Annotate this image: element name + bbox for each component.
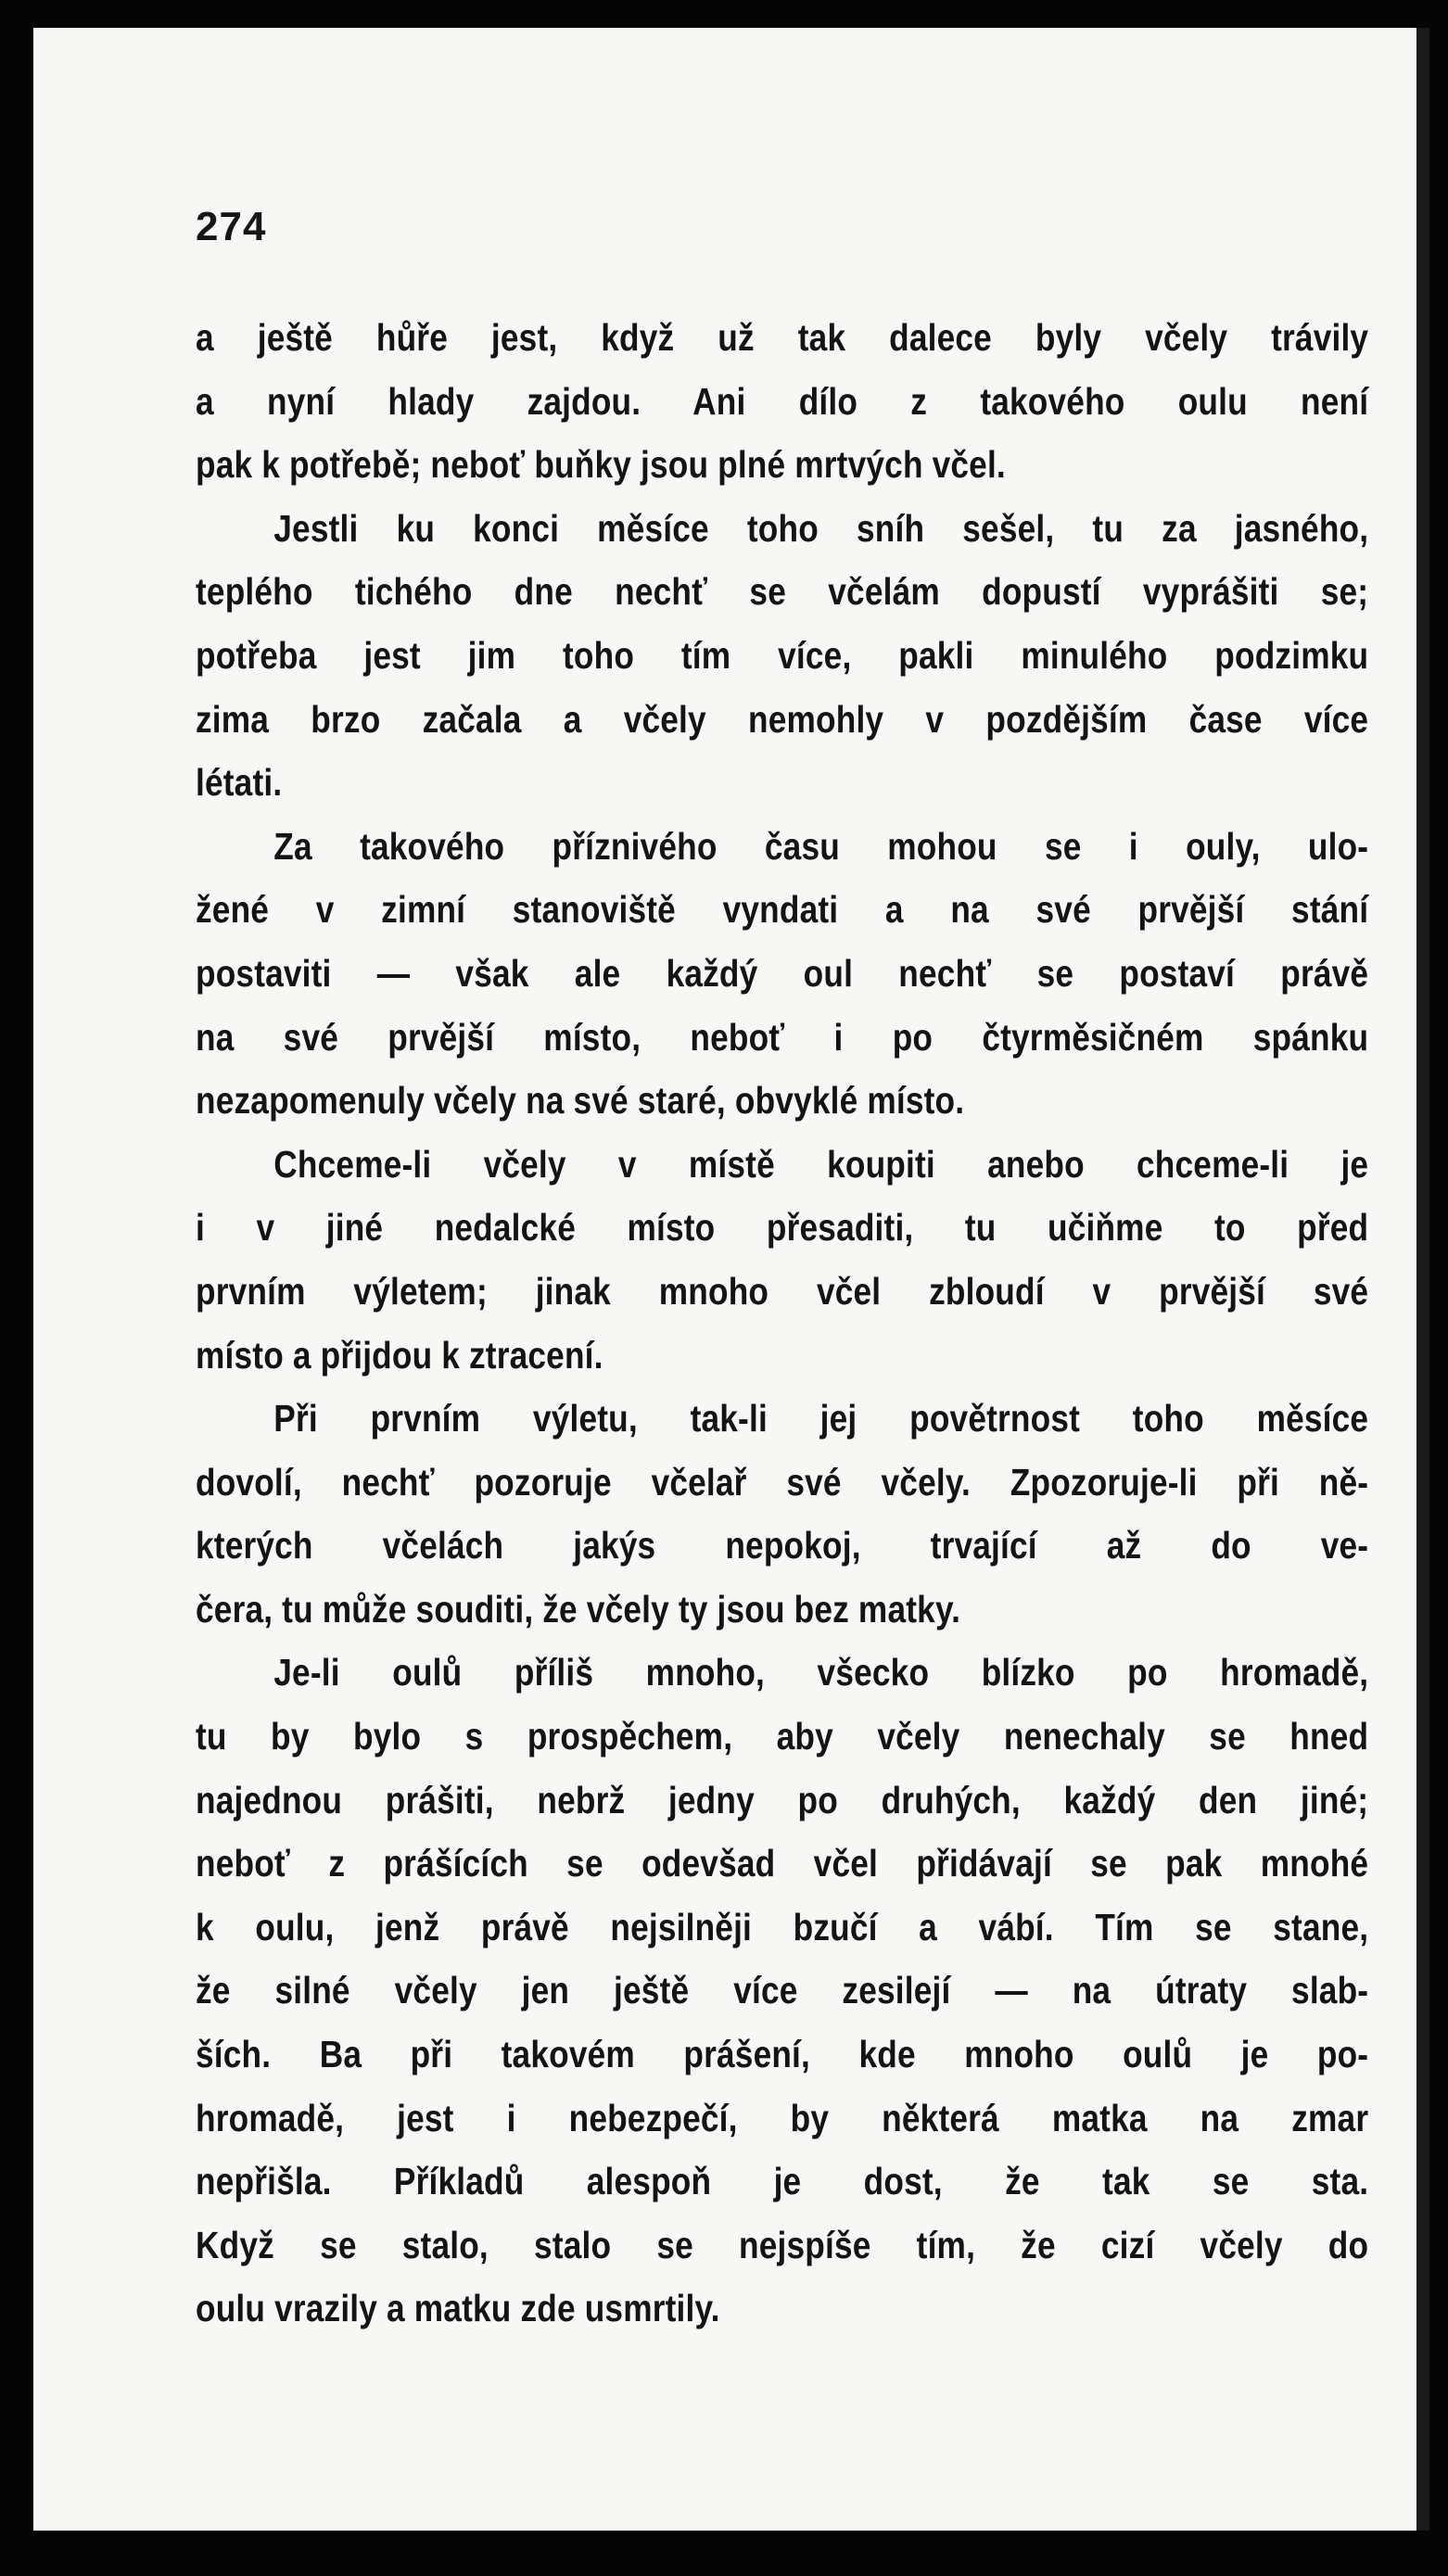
text-line: potřeba jest jim toho tím více, pakli minulého podzimku (196, 633, 1369, 677)
text-line: ších. Ba při takovém prášení, kde mnoho oulů je po- (196, 2033, 1369, 2076)
text-line: místo a přijdou k ztracení. (196, 1333, 603, 1377)
text-line: nezapomenuly včely na své staré, obvyklé místo. (196, 1079, 965, 1123)
text-line: Je-li oulů příliš mnoho, všecko blízko po hromadě, (273, 1651, 1369, 1694)
body-text (196, 306, 1368, 2341)
text-line: pak k potřebě; neboť buňky jsou plné mrtvých včel. (196, 443, 1006, 487)
text-line: postaviti — však ale každý oul nechť se postaví právě (196, 951, 1369, 995)
page-number: 274 (196, 204, 267, 249)
text-line: Při prvním výletu, tak-li jej povětrnost toho měsíce (273, 1397, 1369, 1440)
text-line: tu by bylo s prospěchem, aby včely nenechaly se hned (196, 1715, 1369, 1758)
text-line: neboť z prášících se odevšad včel přidávají se pak mnohé (196, 1842, 1369, 1885)
text-line: že silné včely jen ještě více zesilejí — na útraty slab- (196, 1969, 1369, 2012)
text-line: a ještě hůře jest, když už tak dalece byly včely trávily (196, 316, 1369, 359)
text-line: létati. (196, 761, 283, 805)
text-line: Chceme-li včely v místě koupiti anebo chceme-li je (273, 1142, 1369, 1186)
text-line: dovolí, nechť pozoruje včelař své včely. Zpozoruje-li při ně- (196, 1460, 1369, 1504)
text-line: a nyní hlady zajdou. Ani dílo z takového oulu není (196, 379, 1369, 423)
text-line: Když se stalo, stalo se nejspíše tím, že cizí včely do (196, 2223, 1369, 2266)
text-line: Jestli ku konci měsíce toho sníh sešel, tu za jasného, (273, 506, 1369, 550)
book-page (33, 28, 1418, 2531)
text-line: oulu vrazily a matku zde usmrtily. (196, 2287, 720, 2330)
text-line: i v jiné nedalcké místo přesaditi, tu učiňme to před (196, 1206, 1369, 1250)
text-line: čera, tu může souditi, že včely ty jsou bez matky. (196, 1587, 961, 1631)
text-line: na své prvější místo, neboť i po čtyrměsičném spánku (196, 1015, 1369, 1059)
text-line: prvním výletem; jinak mnoho včel zbloudí v prvější své (196, 1269, 1369, 1313)
text-line: Za takového příznivého času mohou se i ouly, ulo- (273, 824, 1369, 868)
text-line: teplého tichého dne nechť se včelám dopustí vyprášiti se; (196, 570, 1369, 614)
text-line: zima brzo začala a včely nemohly v pozdějším čase více (196, 697, 1369, 741)
text-line: najednou prášiti, nebrž jedny po druhých, každý den jiné; (196, 1778, 1369, 1821)
text-line: nepřišla. Příkladů alespoň je dost, že tak se sta. (196, 2160, 1369, 2203)
text-line: hromadě, jest i nebezpečí, by některá matka na zmar (196, 2096, 1369, 2139)
text-line: kterých včelách jakýs nepokoj, trvající až do ve- (196, 1524, 1369, 1567)
text-line: k oulu, jenž právě nejsilněji bzučí a vábí. Tím se stane, (196, 1905, 1369, 1948)
text-line: žené v zimní stanoviště vyndati a na své prvější stání (196, 888, 1369, 932)
